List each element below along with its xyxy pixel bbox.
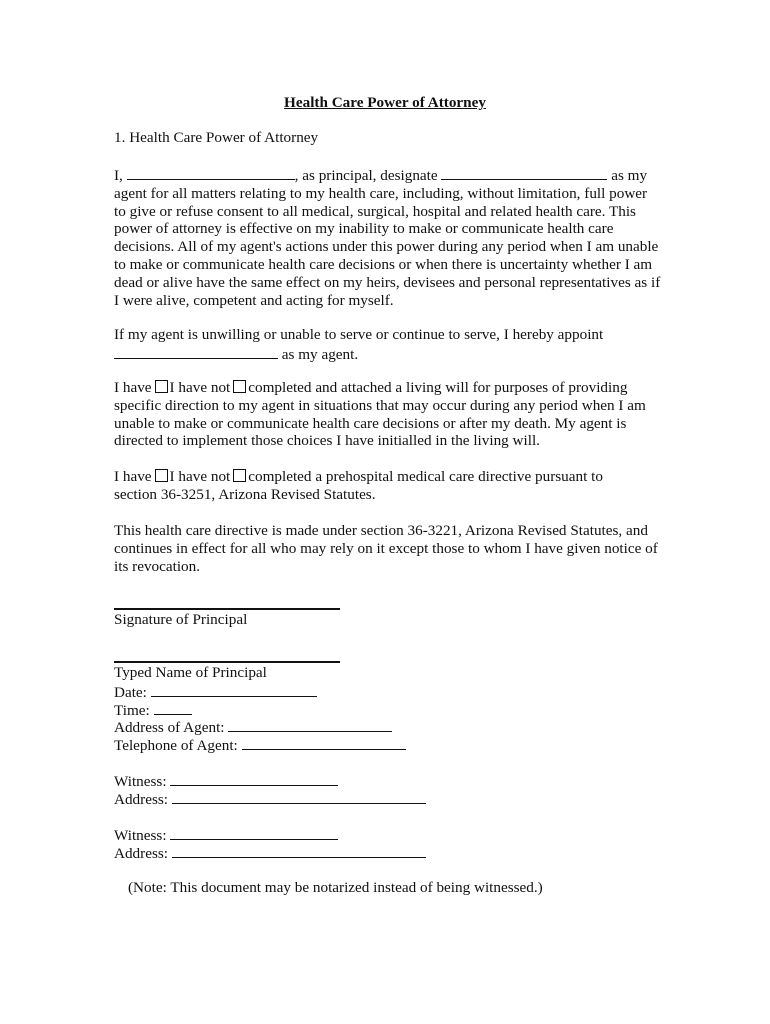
prehospital-have-not-checkbox[interactable]: [233, 469, 246, 482]
alternate-agent-field[interactable]: [114, 344, 278, 359]
agent-address-field[interactable]: [228, 717, 392, 732]
living-will-paragraph: [114, 379, 659, 450]
living-will-line-rest: completed and attached a living will for purposes of providing: [248, 379, 628, 396]
paragraph-line: section 36-3251, Arizona Revised Statutes.: [114, 485, 376, 503]
paragraph-line: power of attorney is effective on my inability to make or communicate health care: [114, 220, 614, 238]
witness-one-address-label: Address:: [114, 790, 168, 808]
section-heading: 1. Health Care Power of Attorney: [114, 129, 319, 146]
prehospital-paragraph: [114, 468, 659, 504]
paragraph-line: specific direction to my agent in situations that may occur during any period when I am: [114, 396, 646, 414]
paragraph-line: This health care directive is made under section 36-3221, Arizona Revised Statutes, and: [114, 522, 648, 539]
i-have-not-label: I have not: [169, 379, 231, 396]
alternate-agent-paragraph: [114, 326, 659, 364]
living-will-have-not-checkbox[interactable]: [233, 380, 246, 393]
i-have-label: I have: [114, 379, 152, 396]
notarization-note: (Note: This document may be notarized instead of being witnessed.): [128, 879, 543, 896]
paragraph-line: agent for all matters relating to my health care, including, without limitation, full power: [114, 184, 648, 202]
date-field[interactable]: [151, 682, 317, 697]
i-have-not-label: I have not: [169, 468, 231, 485]
paragraph-line: decisions. All of my agent's actions under this power during any period when I am unable: [114, 238, 659, 256]
time-field[interactable]: [154, 700, 192, 715]
witness-two-label: Witness:: [114, 827, 167, 844]
typed-name-label: Typed Name of Principal: [114, 664, 267, 681]
designation-line: [114, 165, 659, 185]
paragraph-line: If my agent is unwilling or unable to serve or continue to serve, I hereby appoint: [114, 326, 604, 343]
designation-prefix: I,: [114, 167, 123, 184]
paragraph-line: to make or communicate health care decisions or when there is uncertainty whether I am: [114, 255, 653, 273]
paragraph-line: dead or alive have the same effect on my heirs, devisees and personal representatives as if: [114, 273, 661, 291]
date-row: [114, 682, 659, 700]
agent-telephone-row: [114, 735, 659, 753]
agent-telephone-field[interactable]: [242, 735, 406, 750]
paragraph-line: continues in effect for all who may rely on it except those to whom I have given notice of: [114, 539, 658, 557]
prehospital-have-checkbox[interactable]: [155, 469, 168, 482]
i-have-label: I have: [114, 468, 152, 485]
agent-address-row: [114, 717, 659, 735]
witness-two-row: [114, 825, 659, 843]
prehospital-line-rest: completed a prehospital medical care directive pursuant to: [248, 468, 603, 485]
witness-one-row: [114, 771, 659, 789]
witness-one-label: Witness:: [114, 773, 167, 790]
witness-two-field[interactable]: [170, 825, 338, 840]
paragraph-line: to give or refuse consent to all medical, surgical, hospital and related health care. This: [114, 202, 636, 220]
witness-two-address-label: Address:: [114, 844, 168, 862]
witness-two-address-field[interactable]: [172, 843, 426, 858]
designation-suffix: as my: [611, 167, 648, 184]
witness-one-address-field[interactable]: [172, 789, 426, 804]
paragraph-line: its revocation.: [114, 557, 201, 575]
date-label: Date:: [114, 683, 147, 701]
witness-one-address-row: [114, 789, 659, 807]
document-title: Health Care Power of Attorney: [284, 94, 486, 111]
alternate-agent-suffix: as my agent.: [281, 345, 359, 363]
witness-one-field[interactable]: [170, 771, 338, 786]
time-label: Time:: [114, 701, 150, 719]
alternate-agent-line: [114, 344, 659, 364]
directive-paragraph: [114, 522, 659, 575]
agent-address-label: Address of Agent:: [114, 719, 225, 737]
paragraph-line: unable to make or communicate health care decisions or after my death. My agent is: [114, 414, 627, 432]
time-row: [114, 700, 659, 718]
living-will-have-checkbox[interactable]: [155, 380, 168, 393]
agent-telephone-label: Telephone of Agent:: [114, 737, 238, 755]
witness-two-address-row: [114, 843, 659, 861]
witness-one-section: [114, 771, 659, 807]
designation-middle: , as principal, designate: [294, 167, 438, 184]
signature-label: Signature of Principal: [114, 611, 248, 628]
principal-details: [114, 664, 659, 753]
witness-two-section: [114, 825, 659, 861]
prehospital-choice-line: [114, 468, 659, 486]
paragraph-line: I were alive, competent and acting for myself.: [114, 291, 394, 309]
signature-line[interactable]: [114, 608, 340, 610]
agent-name-field[interactable]: [441, 165, 607, 180]
principal-name-field[interactable]: [127, 165, 295, 180]
designation-paragraph: [114, 165, 659, 309]
living-will-choice-line: [114, 379, 659, 397]
typed-name-line[interactable]: [114, 661, 340, 663]
paragraph-line: directed to implement those choices I have initialled in the living will.: [114, 432, 540, 450]
